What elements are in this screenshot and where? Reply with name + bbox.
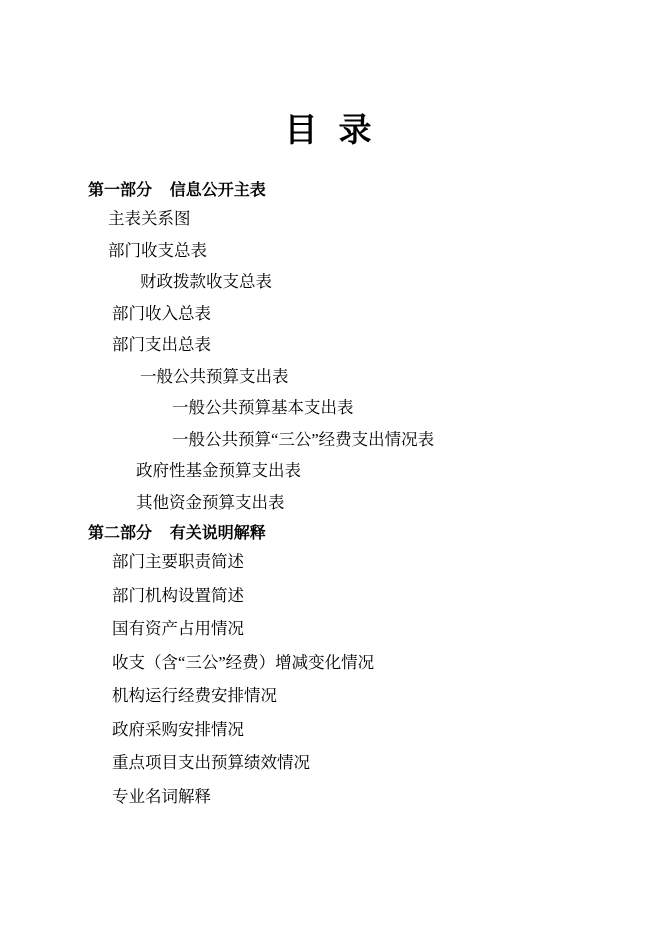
- table-of-contents: [60, 183, 602, 805]
- toc-entry[interactable]: 部门收支总表: [108, 240, 207, 260]
- toc-entry[interactable]: 部门主要职责简述: [112, 552, 244, 571]
- toc-part-heading[interactable]: 第二部分 有关说明解释: [88, 525, 266, 542]
- toc-entry[interactable]: 政府性基金预算支出表: [136, 461, 301, 480]
- toc-entry[interactable]: 一般公共预算“三公”经费支出情况表: [172, 429, 435, 449]
- toc-entry[interactable]: 政府采购安排情况: [112, 719, 244, 739]
- toc-entry[interactable]: 一般公共预算支出表: [140, 366, 289, 386]
- toc-entry[interactable]: 国有资产占用情况: [112, 619, 244, 638]
- toc-entry[interactable]: 部门支出总表: [112, 335, 211, 354]
- toc-entry[interactable]: 财政拨款收支总表: [140, 272, 272, 291]
- toc-entry[interactable]: 重点项目支出预算绩效情况: [112, 753, 310, 772]
- toc-entry[interactable]: 一般公共预算基本支出表: [172, 398, 354, 417]
- toc-entry[interactable]: 收支（含“三公”经费）增减变化情况: [112, 652, 375, 672]
- toc-entry[interactable]: 专业名词解释: [112, 786, 211, 806]
- toc-entry[interactable]: 其他资金预算支出表: [136, 492, 285, 512]
- toc-part-heading[interactable]: 第一部分 信息公开主表: [88, 182, 266, 199]
- toc-entry[interactable]: 机构运行经费安排情况: [112, 686, 277, 705]
- toc-entry[interactable]: 部门机构设置简述: [112, 585, 244, 605]
- toc-entry[interactable]: 主表关系图: [108, 209, 191, 228]
- page-title: 目 录: [284, 111, 378, 148]
- toc-entry[interactable]: 部门收入总表: [112, 303, 211, 323]
